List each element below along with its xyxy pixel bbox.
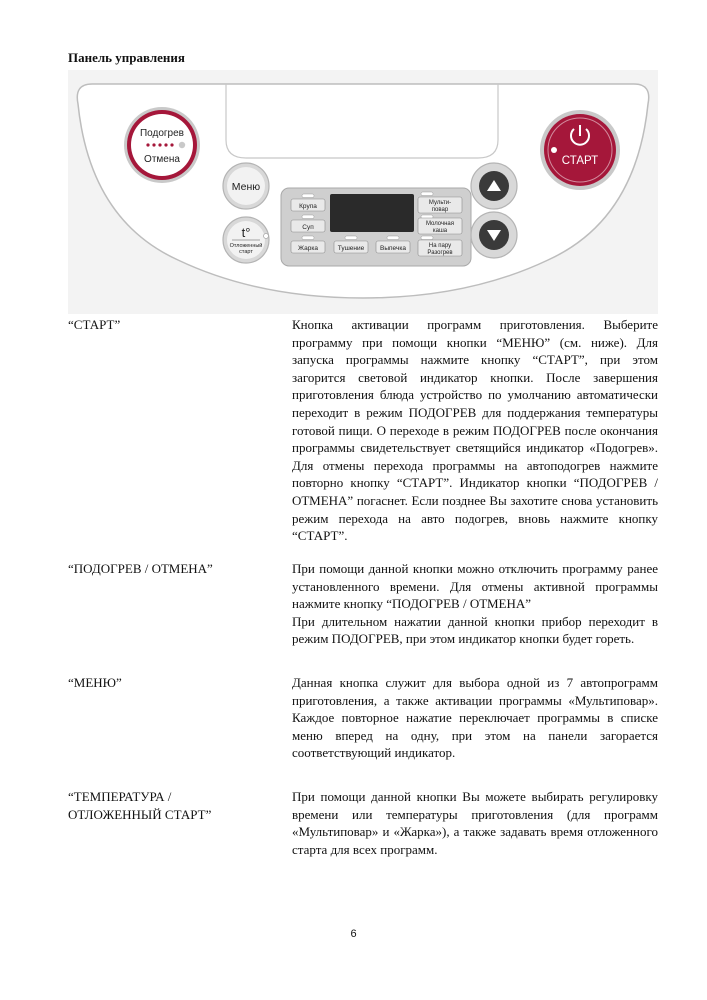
svg-text:повар: повар	[431, 207, 449, 213]
start-button[interactable]	[540, 110, 620, 190]
desc-start	[292, 316, 658, 545]
menu-label: Меню	[231, 181, 261, 193]
down-button[interactable]	[471, 212, 517, 258]
term-warm-cancel: “ПОДОГРЕВ / ОТМЕНА”	[68, 561, 213, 576]
svg-text:Разогрев: Разогрев	[427, 250, 453, 256]
program-milk-porridge	[418, 215, 462, 234]
desc-temperature-delay	[292, 788, 658, 858]
page-number: 6	[350, 928, 357, 940]
section-heading: Панель управления	[68, 50, 185, 65]
start-indicator-light	[551, 147, 557, 153]
desc-paragraph: При помощи данной кнопки Вы можете выбирать регулировку времени или температуры приготовления (для программ «Мультиповар» и «Жарка»), а также задавать время отложенного старта для всех программ.	[292, 789, 658, 857]
svg-text:На пару: На пару	[428, 243, 452, 249]
start-label: СТАРТ	[561, 155, 599, 167]
svg-text:Суп: Суп	[302, 224, 314, 231]
warm-label: Подогрев	[139, 128, 185, 139]
term-start: “СТАРТ”	[68, 317, 121, 332]
desc-warm-cancel	[292, 560, 658, 648]
svg-text:Молочная: Молочная	[425, 221, 455, 227]
svg-text:Выпечка: Выпечка	[380, 245, 406, 252]
svg-text:Крупа: Крупа	[299, 203, 317, 210]
temperature-delay-button[interactable]	[223, 217, 269, 263]
menu-button[interactable]	[223, 163, 269, 209]
desc-menu	[292, 674, 658, 762]
term-temperature-delay: “ТЕМПЕРАТУРА / ОТЛОЖЕННЫЙ СТАРТ”	[68, 789, 212, 822]
control-panel-illustration	[68, 70, 658, 314]
lcd-display	[330, 194, 414, 232]
program-display-block	[281, 188, 471, 266]
warm-cancel-button[interactable]	[124, 107, 200, 183]
svg-text:каша: каша	[432, 228, 448, 234]
svg-text:Тушение: Тушение	[337, 245, 365, 252]
delay-label-line2: старт	[239, 249, 253, 255]
svg-text:Жарка: Жарка	[298, 245, 318, 252]
term-menu: “МЕНЮ”	[68, 675, 122, 690]
desc-paragraph: Данная кнопка служит для выбора одной из 7 автопрограмм приготовления, а также активации программы «Мультиповар». Каждое повторное нажатие переключает программы в списке меню вперед на одну, при этом на панели загорается соответствующий индикатор.	[292, 675, 658, 761]
temperature-symbol: t°	[241, 225, 251, 240]
up-button[interactable]	[471, 163, 517, 209]
desc-paragraph: При помощи данной кнопки можно отключить программу ранее установленного времени. Для отмены активной программы нажмите кнопку “ПОДОГРЕВ / ОТМЕНА”	[292, 561, 658, 612]
desc-paragraph: При длительном нажатии данной кнопки прибор переходит в режим ПОДОГРЕВ, при этом индикатор кнопки будет гореть.	[292, 613, 658, 647]
desc-paragraph: Кнопка активации программ приготовления. Выберите программу при помощи кнопки “МЕНЮ” (см. ниже). Для запуска программы нажмите кнопку “СТАРТ”, при этом загорится световой индикатор кнопки. После завершения приготовления блюда устройство по умолчанию автоматически переходит в режим ПОДОГРЕВ для поддержания температуры готовой пищи. О переходе в режим ПОДОГРЕВ после окончания программы свидетельствует светящийся индикатор «Подогрев». Для отмены перехода программы на автоподогрев нажмите повторно кнопку “СТАРТ”. Индикатор кнопки “ПОДОГРЕВ / ОТМЕНА” погаснет. Если позднее Вы захотите снова установить режим перехода на авто подогрев, вновь нажмите кнопку “СТАРТ”.	[292, 317, 658, 544]
svg-text:Мульти-: Мульти-	[428, 200, 452, 206]
delay-label-line1: Отложенный	[229, 243, 263, 249]
cancel-label: Отмена	[144, 154, 180, 165]
